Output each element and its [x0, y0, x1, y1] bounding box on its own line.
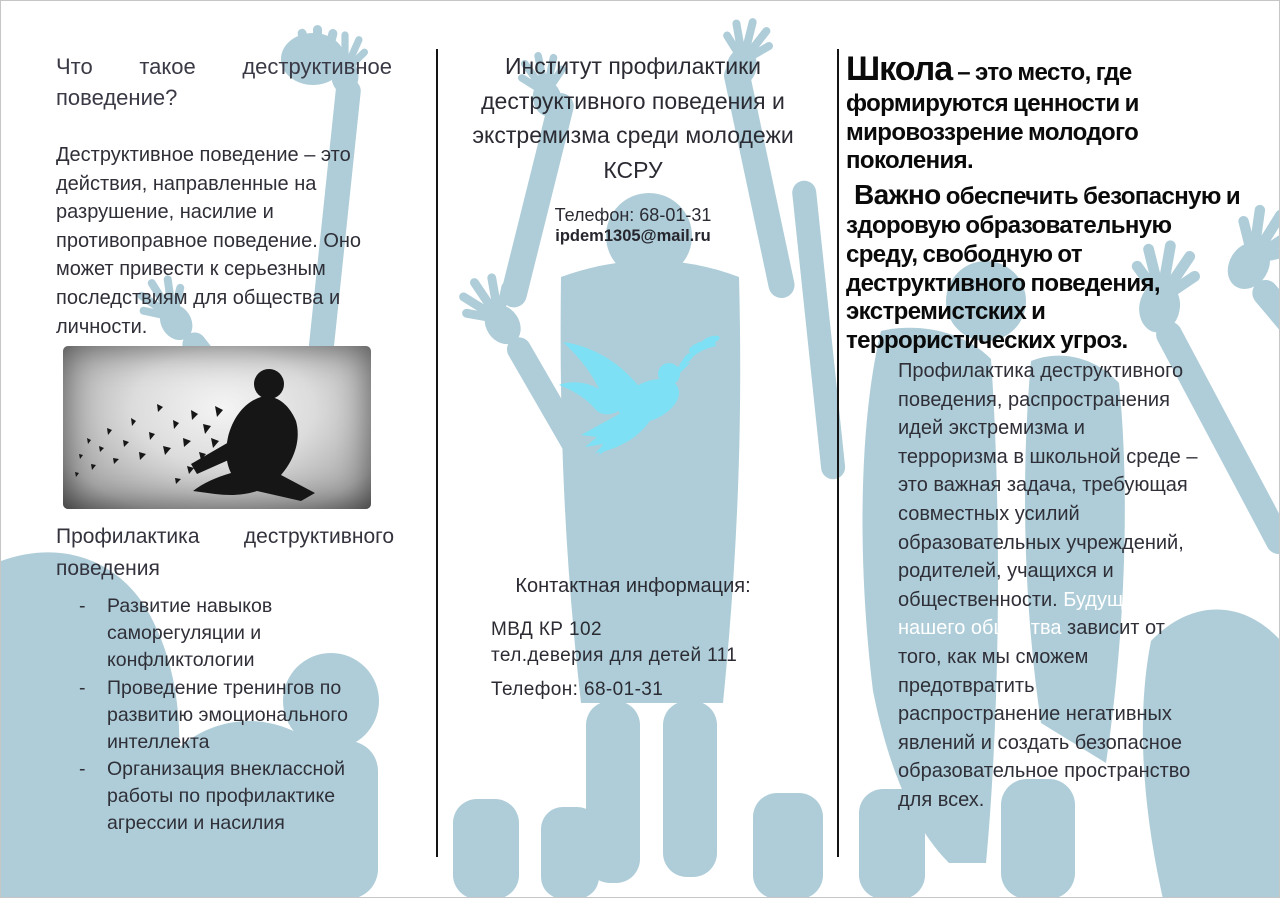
paragraph-white-text: Будущее нашего общества [898, 588, 1146, 640]
contact-line: Телефон: 68-01-31 [491, 679, 664, 700]
headline-lead-word: Школа [846, 50, 953, 88]
headline-rest: – это место, где формируются ценности и мировоззрение молодого поколения. [846, 59, 1139, 175]
column-divider-right [837, 49, 839, 857]
list-item: - Проведение тренингов по развитию эмоционального интеллекта [79, 675, 379, 756]
phone-top: Телефон: 68-01-31 [554, 205, 712, 225]
right-paragraph [898, 357, 1200, 815]
column-divider-left [436, 49, 438, 857]
left-heading: Что такое деструктивное поведение? [56, 54, 392, 111]
dissolving-person-photo [63, 346, 371, 509]
left-bullet-list [79, 593, 379, 838]
bullet-dash: - [79, 595, 86, 617]
list-item: - Развитие навыков саморегуляции и конфликтологии [79, 593, 379, 674]
dove-of-peace-icon [557, 329, 737, 461]
paragraph-text: Профилактика деструктивного поведения, распространения идей экстремизма и терроризма в школьной среде – это важная задача, требующая совместных усилий образовательных учреждений, родителей, учащихся и общественности. [898, 360, 1198, 611]
bullet-dash: - [79, 758, 86, 781]
institute-title: Институт профилактики деструктивного поведения и экстремизма среди молодежи КСРУ [472, 53, 794, 183]
school-headline [846, 49, 1244, 356]
paragraph-text: зависит от того, как мы сможем предотвратить распространение негативных явлений и создать безопасное образовательное пространство для всех. [898, 617, 1191, 811]
email-address: ipdem1305@mail.ru [555, 227, 711, 245]
headline-lead-word: Важно [854, 179, 941, 211]
contact-line: тел.деверия для детей 111 [491, 645, 738, 666]
headline-rest: обеспечить безопасную и здоровую образовательную среду, свободную от деструктивного поведения, экстремистских и террористических угроз. [846, 183, 1241, 355]
contact-lines [491, 619, 791, 705]
headline-second-sentence [846, 178, 1244, 356]
left-prevention-heading: Профилактика деструктивного поведения [56, 525, 394, 580]
contact-heading: Контактная информация: [515, 575, 751, 597]
left-intro-paragraph: Деструктивное поведение – это действия, направленные на разрушение, насилие и противоправное поведение. Оно может привести к серьезным последствиям для общества и личности. [56, 144, 362, 338]
list-item: - Организация внеклассной работы по профилактике агрессии и насилия [79, 756, 379, 837]
contact-line: МВД КР 102 [491, 619, 602, 640]
bullet-dash: - [79, 676, 86, 699]
